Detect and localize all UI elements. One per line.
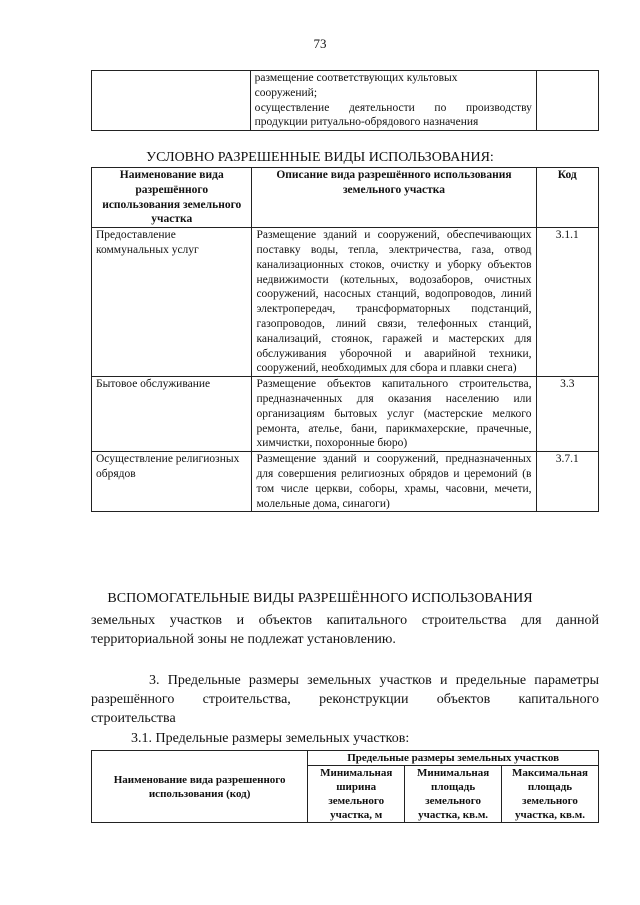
table-row bbox=[92, 377, 599, 452]
header-min-area: Минимальная площадь земельного участка, кв.м. bbox=[405, 766, 502, 823]
table-cell-code bbox=[536, 71, 598, 131]
description-line: продукции ритуально-обрядового назначения bbox=[254, 116, 479, 129]
conditional-uses-heading: УСЛОВНО РАЗРЕШЕННЫЕ ВИДЫ ИСПОЛЬЗОВАНИЯ: bbox=[146, 150, 494, 165]
section-3-1-heading: 3.1. Предельные размеры земельных участков: bbox=[131, 731, 410, 746]
text-line: 3. Предельные размеры земельных участков и предельные параметры bbox=[149, 673, 599, 688]
plot-size-table bbox=[91, 750, 599, 823]
header-description: Описание вида разрешённого использования земельного участка bbox=[252, 168, 536, 228]
text-line: земельных участков и объектов капитального строительства для данной bbox=[91, 613, 599, 628]
row-code: 3.7.1 bbox=[536, 452, 599, 512]
table-row bbox=[92, 228, 599, 377]
auxiliary-uses-heading: ВСПОМОГАТЕЛЬНЫЕ ВИДЫ РАЗРЕШЁННОГО ИСПОЛЬЗОВАНИЯ bbox=[107, 591, 533, 606]
table-header-row bbox=[92, 751, 599, 766]
description-line: размещение соответствующих культовых bbox=[254, 72, 458, 84]
table-cell-name bbox=[92, 71, 251, 131]
row-description: Размещение объектов капитального строительства, предназначенных для оказания населению или организациям бытовых услуг (мастерские мелкого ремонта, ателье, бани, парикмахерские, прачечные, химчистки, похоронные бюро) bbox=[252, 377, 536, 452]
section-3-paragraph bbox=[91, 671, 599, 728]
table-header-row bbox=[92, 168, 599, 228]
description-line: осуществление деятельности по производству bbox=[254, 101, 532, 114]
row-description: Размещение зданий и сооружений, обеспечивающих поставку воды, тепла, электричества, газа, отвод канализационных стоков, очистку и уборку объектов недвижимости (котельных, водозаборов, очистных сооружений, насосных станций, водопроводов, линий электропередач, трансформаторных подстанций, газопроводов, линий связи, телефонных станций, канализаций, стоянок, гаражей и мастерских для обслуживания уборочной и аварийной техники, сооружений, необходимых для сбора и плавки снега) bbox=[252, 228, 536, 377]
row-name: Бытовое обслуживание bbox=[92, 377, 252, 452]
header-use-name: Наименование вида разрешенного использования (код) bbox=[92, 751, 308, 823]
row-name: Предоставление коммунальных услуг bbox=[92, 228, 252, 377]
text-line: территориальной зоны не подлежат установлению. bbox=[91, 632, 396, 647]
row-code: 3.3 bbox=[536, 377, 599, 452]
page-number: 73 bbox=[313, 36, 327, 51]
header-min-width: Минимальная ширина земельного участка, м bbox=[308, 766, 405, 823]
header-max-area: Максимальная площадь земельного участка, кв.м. bbox=[502, 766, 599, 823]
auxiliary-uses-text bbox=[91, 611, 599, 649]
table-row bbox=[92, 71, 599, 131]
description-line: сооружений; bbox=[254, 86, 318, 99]
conditional-uses-table bbox=[91, 167, 599, 512]
header-group: Предельные размеры земельных участков bbox=[308, 751, 599, 766]
row-name: Осуществление религиозных обрядов bbox=[92, 452, 252, 512]
table-cell-description bbox=[250, 71, 536, 131]
header-code: Код bbox=[536, 168, 599, 228]
row-code: 3.1.1 bbox=[536, 228, 599, 377]
continuation-table bbox=[91, 70, 599, 131]
table-row bbox=[92, 452, 599, 512]
text-line: строительства bbox=[91, 711, 176, 726]
header-name: Наименование вида разрешённого использования земельного участка bbox=[92, 168, 252, 228]
text-line: разрешённого строительства, реконструкции объектов капитального bbox=[91, 692, 599, 707]
row-description: Размещение зданий и сооружений, предназначенных для совершения религиозных обрядов и церемоний (в том числе церкви, соборы, храмы, часовни, мечети, молельные дома, синагоги) bbox=[252, 452, 536, 512]
